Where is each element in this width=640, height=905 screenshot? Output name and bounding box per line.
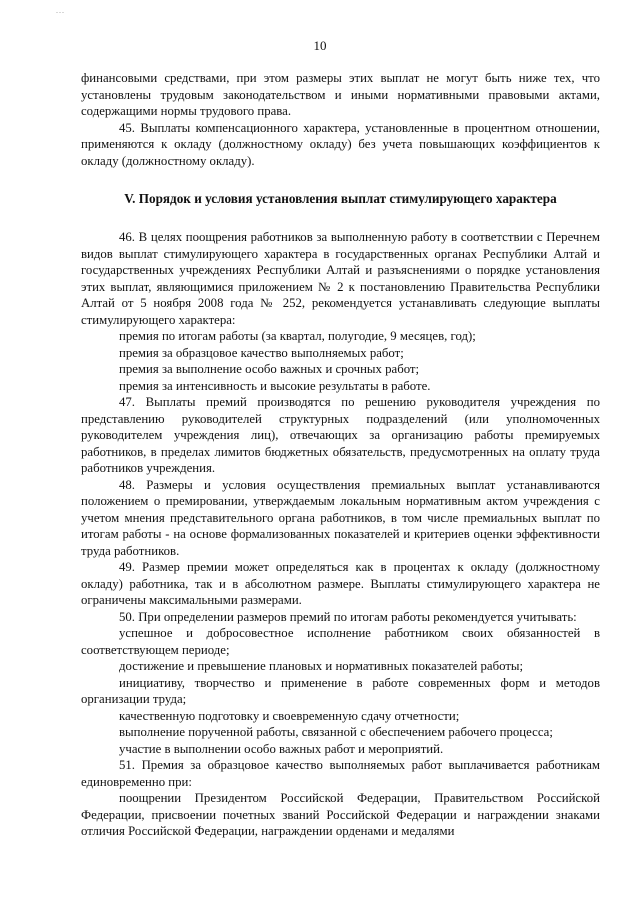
list-item: поощрении Президентом Российской Федерации, Правительством Российской Федерации, присвоении почетных званий Российской Федерации и награждении знаками отличия Российской Федерации, награждении орденами и медалями — [81, 791, 600, 838]
paragraph-51: 51. Премия за образцовое качество выполняемых работ выплачивается работникам единовременно при: — [81, 758, 600, 789]
paragraph-45: 45. Выплаты компенсационного характера, установленные в процентном отношении, применяются к окладу (должностному окладу) без учета повышающих коэффициентов к окладу (должностному окладу). — [81, 120, 600, 168]
list-item: достижение и превышение плановых и нормативных показателей работы; — [119, 659, 524, 673]
paragraph-continuation: финансовыми средствами, при этом размеры этих выплат не могут быть ниже тех, что установлены трудовым законодательством и иными нормативными правовыми актами, содержащими нормы трудового права. — [81, 71, 600, 118]
list-item: премия по итогам работы (за квартал, полугодие, 9 месяцев, год); — [119, 329, 476, 343]
list-item: премия за выполнение особо важных и срочных работ; — [119, 362, 420, 376]
paragraph-46: 46. В целях поощрения работников за выполненную работу в соответствии с Перечнем видов выплат стимулирующего характера в государственных органах Республики Алтай и государственных учреждениях Республики Алтай и разъяснениями о порядке установления этих выплат, являющимися приложением № 2 к постановлению Правительства Республики Алтай от 5 ноября 2008 года № 252, рекомендуется устанавливать следующие выплаты стимулирующего характера: — [81, 230, 600, 327]
page-number: 10 — [313, 38, 327, 53]
document-body — [81, 70, 600, 840]
list-item: выполнение порученной работы, связанной с обеспечением рабочего процесса; — [119, 725, 553, 739]
paragraph-50: 50. При определении размеров премий по итогам работы рекомендуется учитывать: — [119, 609, 577, 624]
list-item: качественную подготовку и своевременную сдачу отчетности; — [119, 708, 460, 723]
list-item: успешное и добросовестное исполнение работником своих обязанностей в соответствующем периоде; — [81, 626, 600, 657]
scan-corner-mark: ... — [56, 6, 65, 15]
section-heading: V. Порядок и условия установления выплат стимулирующего характера — [124, 191, 557, 206]
paragraph-49: 49. Размер премии может определяться как в процентах к окладу (должностному окладу) работника, так и в абсолютном размере. Выплаты стимулирующего характера не ограничены максимальными размерами. — [81, 560, 600, 607]
paragraph-47: 47. Выплаты премий производятся по решению руководителя учреждения по представлению руководителей структурных подразделений (или уполномоченных руководителем учреждения лиц), отвечающих за организацию работы премируемых работников, в пределах лимитов бюджетных обязательств, предусмотренных на оплату труда работников учреждения. — [81, 395, 600, 475]
list-item: премия за интенсивность и высокие результаты в работе. — [119, 378, 431, 393]
list-item: премия за образцовое качество выполняемых работ; — [119, 345, 404, 360]
paragraph-48: 48. Размеры и условия осуществления премиальных выплат устанавливаются положением о премировании, утверждаемым локальным нормативным актом учреждения с учетом мнения представительного органа работников, в том числе премиальных выплат по итогам работы - на основе формализованных показателей и критериев оценки эффективности труда работников. — [81, 477, 600, 558]
list-item: инициативу, творчество и применение в работе современных форм и методов организации труда; — [81, 675, 600, 706]
list-item: участие в выполнении особо важных работ и мероприятий. — [119, 741, 444, 756]
